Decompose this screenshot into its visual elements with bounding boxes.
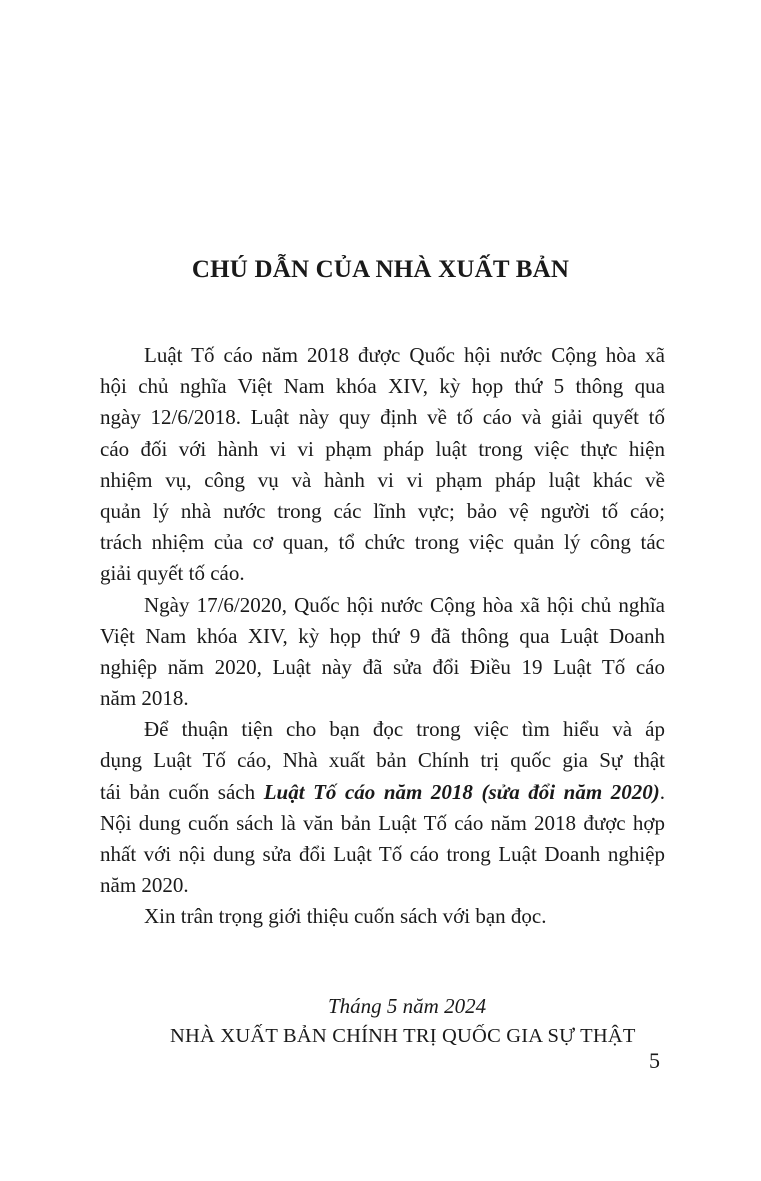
text-span: . — [659, 779, 665, 804]
text-line: trách nhiệm của cơ quan, tổ chức trong việc quản lý công tác — [100, 530, 665, 555]
text-line: Xin trân trọng giới thiệu cuốn sách với bạn đọc. — [144, 904, 547, 929]
text-line: Việt Nam khóa XIV, kỳ họp thứ 9 đã thông qua Luật Doanh — [100, 623, 665, 648]
text-line: Luật Tố cáo năm 2018 được Quốc hội nước Cộng hòa xã — [144, 343, 665, 367]
text-line: giải quyết tố cáo. — [100, 561, 245, 586]
text-line — [100, 777, 665, 808]
text-line: cáo đối với hành vi vi phạm pháp luật trong việc thực hiện — [100, 436, 665, 461]
text-line: Để thuận tiện cho bạn đọc trong việc tìm hiểu và áp — [144, 717, 665, 742]
publisher-signature: NHÀ XUẤT BẢN CHÍNH TRỊ QUỐC GIA SỰ THẬT — [170, 1025, 636, 1047]
text-line: nhất với nội dung sửa đổi Luật Tố cáo trong Luật Doanh nghiệp — [100, 842, 665, 866]
text-line: năm 2018. — [100, 686, 189, 711]
text-line: quản lý nhà nước trong các lĩnh vực; bảo vệ người tố cáo; — [100, 498, 665, 523]
text-span: tái bản cuốn sách — [100, 779, 264, 804]
book-title: Luật Tố cáo năm 2018 (sửa đổi năm 2020) — [263, 779, 660, 804]
paragraph — [100, 901, 665, 932]
text-line: năm 2020. — [100, 873, 189, 898]
paragraph — [100, 340, 665, 590]
page-title: CHÚ DẪN CỦA NHÀ XUẤT BẢN — [191, 256, 570, 283]
page-number: 5 — [649, 1048, 660, 1073]
text-line: dụng Luật Tố cáo, Nhà xuất bản Chính trị quốc gia Sự thật — [100, 748, 665, 773]
paragraph — [100, 590, 665, 715]
document-body — [100, 340, 665, 933]
date-line: Tháng 5 năm 2024 — [328, 994, 487, 1018]
text-line: hội chủ nghĩa Việt Nam khóa XIV, kỳ họp thứ 5 thông qua — [100, 374, 665, 399]
text-line: ngày 12/6/2018. Luật này quy định về tố cáo và giải quyết tố — [100, 405, 665, 430]
text-line: Nội dung cuốn sách là văn bản Luật Tố cáo năm 2018 được hợp — [100, 810, 665, 835]
text-line: nghiệp năm 2020, Luật này đã sửa đổi Điều 19 Luật Tố cáo — [100, 654, 665, 679]
paragraph — [100, 714, 665, 901]
text-line: Ngày 17/6/2020, Quốc hội nước Cộng hòa xã hội chủ nghĩa — [144, 592, 665, 617]
text-line: nhiệm vụ, công vụ và hành vi vi phạm pháp luật khác về — [100, 467, 665, 492]
